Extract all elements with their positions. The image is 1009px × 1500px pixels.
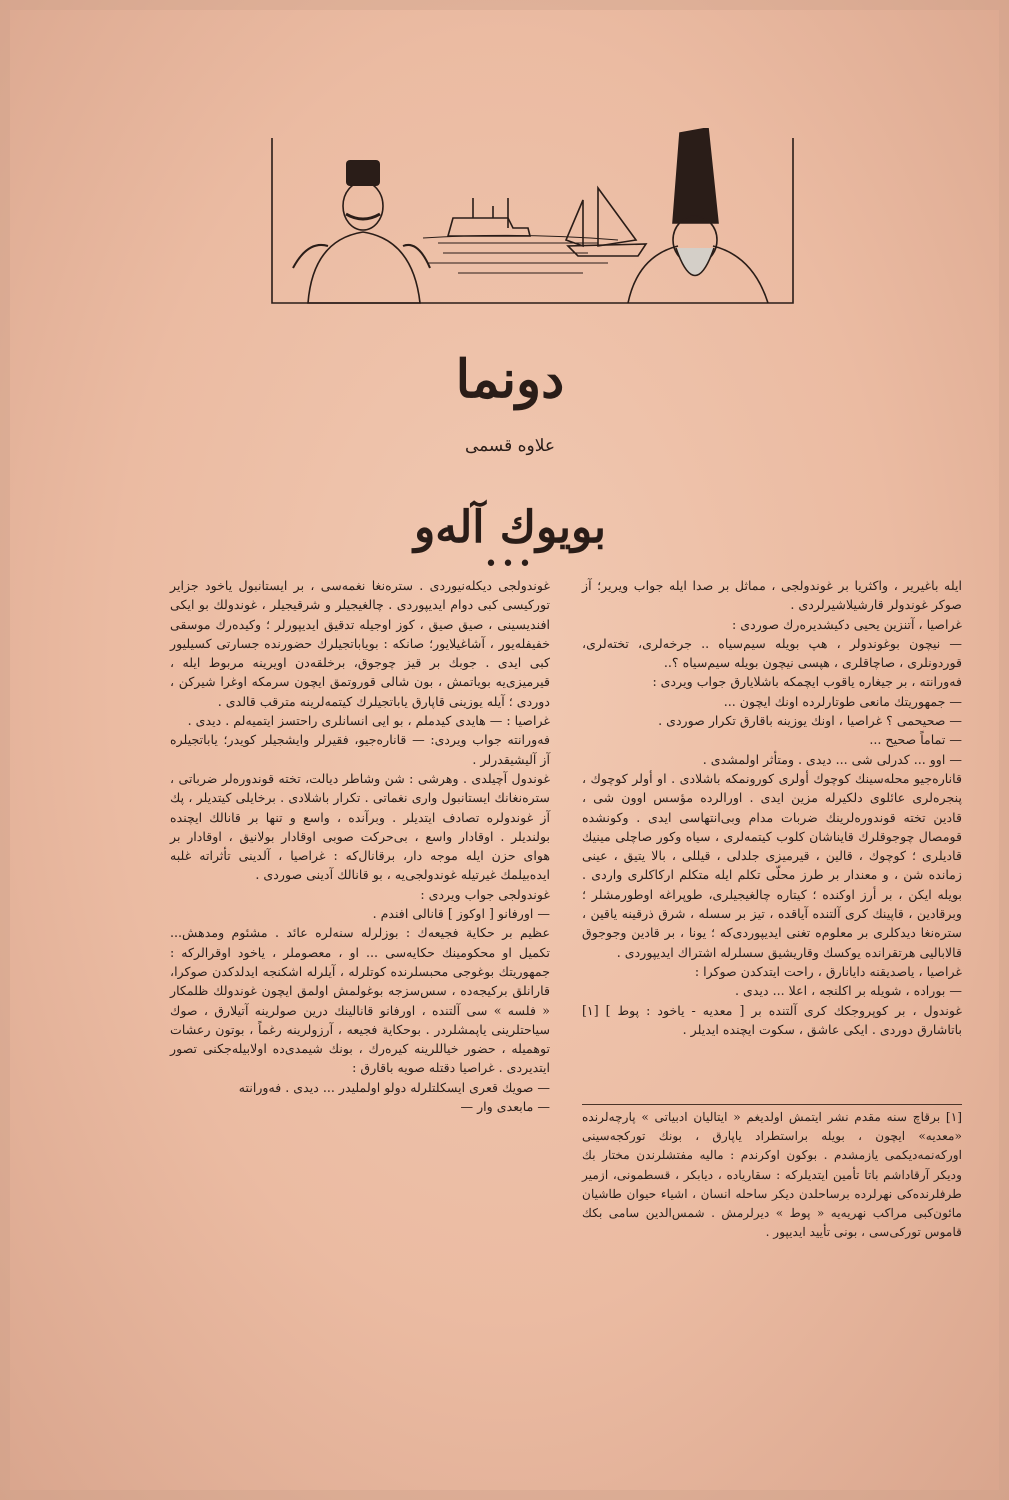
- paragraph: — صحيحمى ؟ غراصيا ، اونك يوزينه باقارق تكرار صوردى .: [658, 713, 962, 729]
- paragraph: غوندول آچيلدى . وهرشى : شن وشاطر ديالت، تخته قوندورەلر ضرباتى ، سترەنغانك ايستانبول وارى نغماتى . تكرار باشلادى . برخايلى كيتديلر ، پك آز غوندولره تصادف ايتديلر . وبرآنده ، واسع و تنها بر قانالك ايچنده بولنديلر . اوقادار واسع ، بى‌حركت صوبى اوقادار بولانيق ، اوقادار بر هواى حزن ايله موجه دار، برقانال‌كه : غراصيا ، آلدينى تأثراته غلبه ايده‌بيلمك غيرتيله غوندولجى‌يه ، بو قانالك آدينى صوردى .: [170, 770, 550, 883]
- right-figure: [628, 128, 768, 303]
- paragraph: غراصيا ، آتنزين يحيى دكيشديرەرك صوردى :: [732, 616, 962, 632]
- paragraph: — اوو ... كدرلى شى ... ديدى . ومتأثر اولمشدى .: [702, 751, 962, 767]
- left-figure: [293, 160, 430, 303]
- footnotes: [582, 1108, 962, 1242]
- paragraph: — بوراده ، شويله بر اكلنجه ، اعلا ... ديدى .: [735, 983, 962, 999]
- paragraph: — تماماً صحيح ...: [869, 732, 962, 748]
- paragraph: ايله باغيرير ، واكثريا بر غوندولجى ، مماثل بر صدا ايله جواب ويرير؛ آز صوكر غوندولر قارشيلاشيرلردى .: [582, 578, 962, 613]
- right-column: [582, 576, 962, 1039]
- paragraph: غراصيا : — هايدى كيدملم ، بو ايى انسانلرى راحتسز ايتميه‌لم . ديدى .: [187, 713, 550, 729]
- article-headline: بويوك آله‌و: [413, 502, 606, 553]
- header-illustration: [268, 128, 798, 328]
- paragraph: غوندول ، بر كوپروجكك كرى آلتنده بر [ معديه - ياخود : پوط ] [١] باتاشارق دوردى . ايكى عاشق ، سكوت ايچنده ايديلر .: [582, 1002, 962, 1037]
- paragraph: قانارەجيو محله‌سينك كوچوك أولرى كورونمكه باشلادى . او أولر كوچوك ، پنجرەلرى عائلوى دلكيرله مزين ايدى . اورالرده مؤسس اوون شى ، قادين تخته قوندورەلرينك ضربات مدام وبى‌انتهاسى ايدى . وكونشده قومصال چوجوقلرك قايناشان كلوب كيتمه‌لرى ، سياه وكور صاچلى مينيك قاديلرى ؛ كوچوك ، قالين ، قيرميزى جلدلى ، قيللى ، بالا يتيق ، عينى زمانده شن ، و معندار بر طرز محلّى تكلم ايله متكلم اركاكلرى واردى . بويله ايكن ، بر أرز اوكنده ؛ كيتاره چالغيجيلرى، طوپراغه اوطورمشلر ؛ وبرقادين ، قاپينك كرى آلتنده آياقده ، تيز بر سسله ، شرق ذرقينه ياقين ، سترەنغا ديدكلرى بر معلوم‌ه تغنى ايديپوردى‌كه ؛ يونا ، بر قادين وجوجوق قالاباليى هرتقرانده يوكسك وقاريشيق سسلرله اشتراك ايديپوردى .: [582, 770, 962, 960]
- footnote-divider: [582, 1104, 962, 1105]
- sailboat-hull: [568, 244, 646, 256]
- left-column: [170, 576, 550, 1116]
- paragraph: — نيچون بوغوندولر ، هپ بويله سيم‌سياه .. جرخەلرى، تخته‌لرى، قوردونلرى ، صاچاقلرى ، هپسى نيچون بويله سيم‌سياه ؟..: [582, 635, 962, 671]
- paragraph: غوندولجى جواب ويردى :: [420, 886, 550, 902]
- paragraph: غوندولجى ديكله‌نيوردى . سترەنغا نغمه‌سى ، بر ايستانبول ياخود جزاير توركيسى كبى دوام ايديپوردى . چالغيجيلر و شرقيجيلر ، غوندولك بو ايكى افنديسينى ، صيق صيق ، كوز اوجيله تدقيق ايديپورلر ؛ وكيده‌رك موسقى خفيفله‌يور ، آشاغيلايور؛ صانكه : بوياباتجيلرك حضورنده جسارتى كسيليور كبى ايدى . جوبك بر قيز چوجوق، برخلقه‌دن اويرينه مربوط ايله ، قيرميزى‌يه بوياتمش ، بون شالى قوروتمق ايچون سرمكه اوغرا شيركن ، دوردى ؛ آيله يوزينى قاپارق ياباتجيلرك كيتمه‌لرينه مترقب قالدى .: [170, 578, 550, 709]
- headline-separator: •••: [484, 552, 536, 577]
- header-engraving: [268, 128, 798, 328]
- paragraph: — جمهوريتك مانعى طوتارلرده اونك ايچون ...: [723, 693, 962, 709]
- paragraph: عظيم بر حكاية فجيعه‌ك : بوزلرله سنه‌لره عائد . مشئوم ومدهش... تكميل او محكومينك حكايه‌سى ... او ، معصوملر ، ياخود اوقرالركه : جمهوريتك بوغوجى محبسلرنده كوتلرله ، آيلرله اشكنجه ايدلدكدن صوكرا، قارانلق بركيجه‌ده ، سس‌سزجه بوغولمش اولمق ايچون غوندولك ظلمكار « فلسه » سى آلتنده ، اورفانو قانالينك درين صولرينه آتيلارق ، صوك سياحتلرينى ياپمشلردر . بوحكاية فجيعه ، آرزولرينه رغماً ، بوتون رعشات توهميله ، حضور خياللرينه كيره‌رك ، بونك شيمدى‌ده اولابيله‌جكنى تصور ايتديردى . غراصيا دقتله صويه باقارق :: [170, 925, 550, 1076]
- paragraph: فه‌ورانته جواب ويردى: — قانارەجيو، فقيرلر وايشجيلر كويدر؛ ياباتجيلره آز آليشيقدرلر .: [170, 732, 550, 767]
- footnote: [١] برقاچ سنه مقدم نشر ايتمش اولديغم « ايتاليان ادبياتى » پارچه‌لرنده «معديه» ايچون ، بويله براستطراد ياپارق ، بونك توركجه‌سينى اوركه‌نمه‌ديكمى يازمشدم . بوكون اوكرندم : ماليه مفتشلرندن مختار بك وديكر آرقاداشم باتا تأمين ايتديلركه : سقارياده ، ديابكر ، قسطمونى، ازمير طرفلرنده‌كى نهرلرده برساحلدن ديكر ساحله انسان ، اشياء حيوان طاشيان مائون‌كبى مراكب نهريه‌يه « پوط » ديرلرمش . شمس‌الدين سامى بكك قاموس توركى‌سى ، بونى تأييد ايديپور .: [582, 1110, 962, 1240]
- masthead-title: دونما: [455, 349, 565, 410]
- masthead: [360, 345, 660, 435]
- paragraph: فه‌ورانته ، بر جيغاره ياقوب ايچمكه باشلايارق جواب ويردى :: [652, 674, 962, 690]
- paragraph: — صويك قعرى ايسكلتلرله دولو اولمليدر ... ديدى . فه‌ورانته: [238, 1079, 550, 1095]
- paragraph: غراصيا ، ياصديقنه دايانارق ، راحت ايتدكدن صوكرا :: [694, 963, 962, 979]
- masthead-subtitle: علاوه قسمی: [464, 436, 556, 456]
- steamship: [448, 218, 530, 236]
- paragraph: — اورفانو [ اوكوز ] قانالى افندم .: [372, 906, 550, 922]
- continued-notice: — مابعدى وار —: [460, 1099, 550, 1115]
